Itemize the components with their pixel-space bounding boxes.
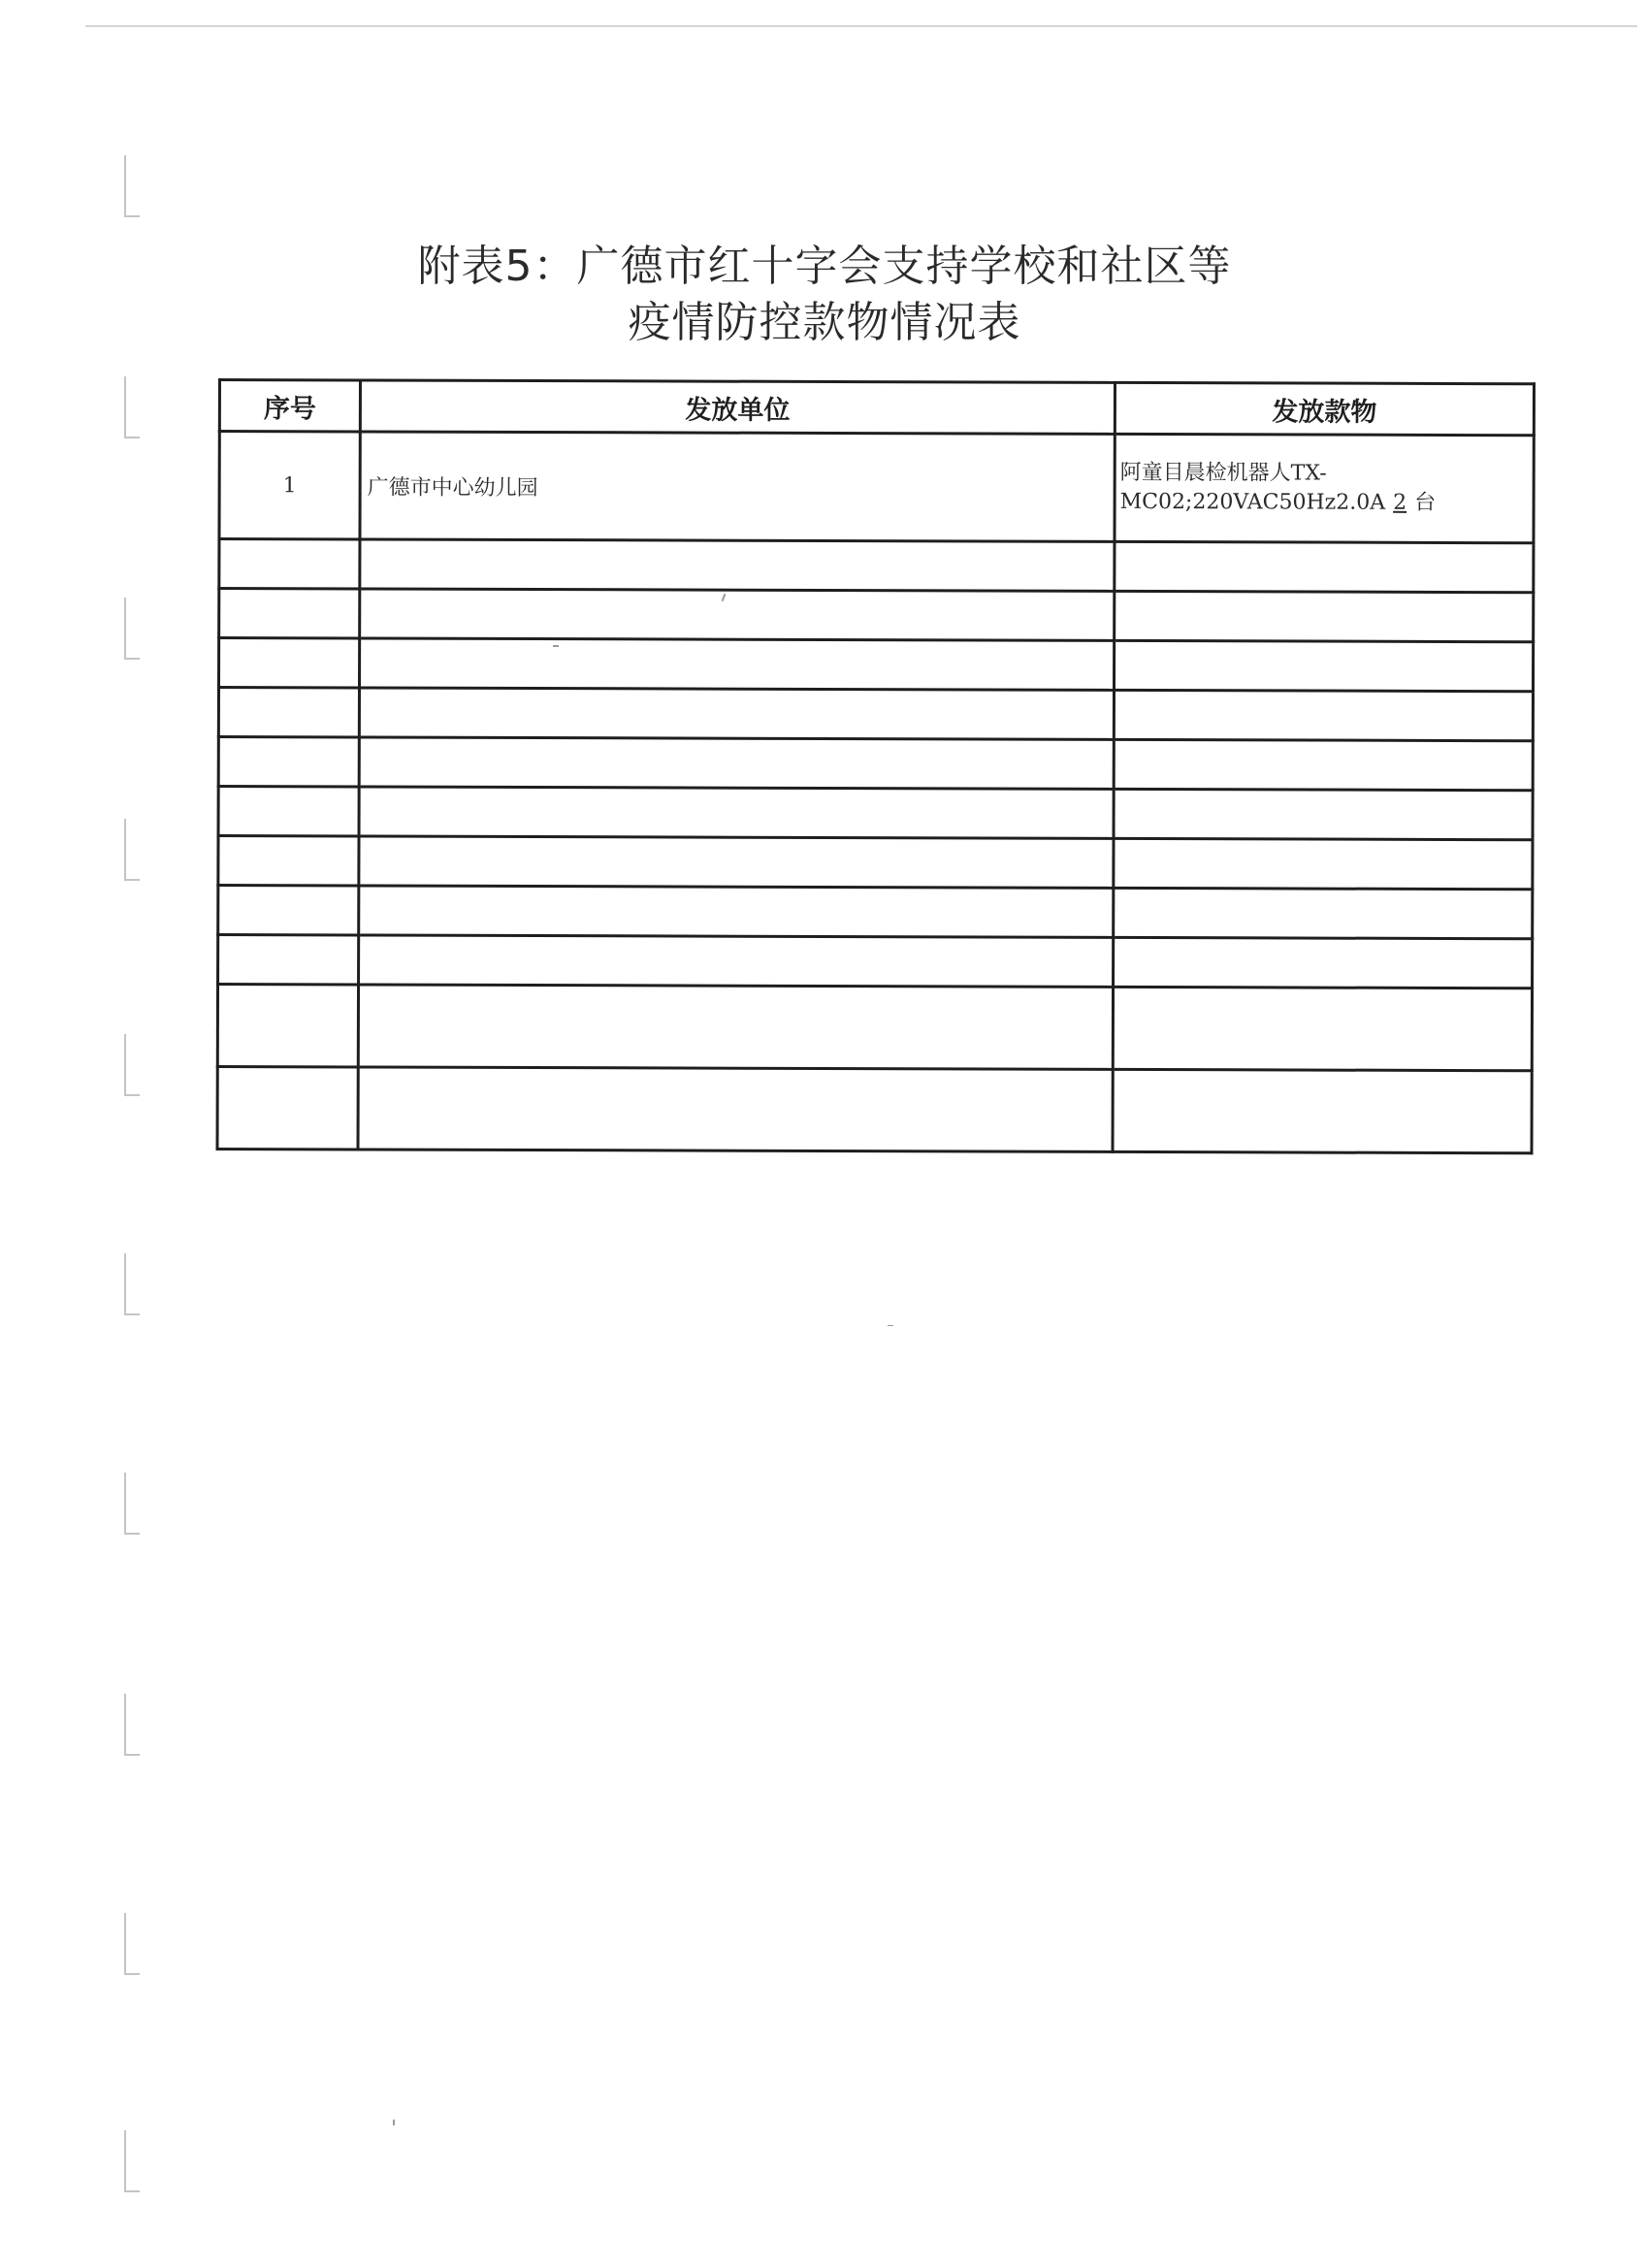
row-number	[219, 589, 360, 638]
item-spec: MC02;220VAC50Hz2.0A	[1119, 489, 1386, 515]
binding-mark	[124, 155, 140, 217]
row-items	[1114, 640, 1533, 691]
row-unit	[359, 836, 1114, 888]
table-header-row	[219, 380, 1534, 436]
row-number	[218, 935, 359, 985]
row-number	[217, 985, 358, 1067]
row-items	[1115, 434, 1534, 542]
row-unit	[358, 1067, 1113, 1151]
table-row	[218, 787, 1533, 840]
row-unit	[360, 589, 1115, 640]
document-title-line1: 附表5：广德市红十字会支持学校和社区等	[417, 242, 1232, 291]
row-unit	[359, 935, 1114, 987]
binding-mark	[124, 1694, 140, 1756]
item-line2	[1120, 488, 1533, 518]
row-items	[1115, 591, 1534, 641]
table-row	[219, 589, 1534, 642]
row-items	[1114, 789, 1533, 839]
row-unit: 广德市中心幼儿园	[360, 432, 1115, 541]
row-unit	[359, 787, 1114, 838]
row-number: 1	[219, 432, 360, 539]
binding-mark	[124, 1253, 140, 1315]
binding-mark	[124, 1913, 140, 1975]
row-number	[218, 787, 359, 836]
distribution-table	[215, 378, 1535, 1154]
table-row	[218, 737, 1533, 791]
table-row	[218, 886, 1533, 939]
binding-mark	[124, 1034, 140, 1096]
scan-speck	[553, 645, 559, 647]
row-items	[1114, 739, 1533, 790]
row-items	[1114, 838, 1533, 889]
binding-mark	[124, 376, 140, 438]
row-number	[217, 1067, 358, 1150]
table-row	[217, 985, 1532, 1071]
document-title-line2: 疫情防控款物情况表	[628, 298, 1021, 347]
header-items: 发放款物	[1115, 382, 1534, 435]
scan-speck	[888, 1325, 893, 1326]
row-items	[1114, 690, 1533, 740]
item-quantity: 2	[1393, 490, 1407, 515]
binding-mark	[124, 819, 140, 881]
table-row	[219, 432, 1534, 543]
row-items	[1113, 1069, 1532, 1152]
row-unit	[359, 688, 1114, 739]
header-no: 序号	[219, 380, 360, 432]
row-items	[1114, 937, 1533, 988]
binding-mark	[124, 1473, 140, 1535]
row-number	[218, 886, 359, 935]
binding-mark	[124, 598, 140, 660]
header-unit: 发放单位	[360, 380, 1115, 434]
scan-edge-line	[85, 25, 1637, 27]
row-unit	[359, 886, 1114, 937]
item-line1: 阿童目晨检机器人TX-	[1119, 460, 1327, 486]
table-row	[218, 935, 1533, 988]
row-number	[218, 688, 359, 737]
row-unit	[358, 985, 1113, 1069]
table-row	[219, 539, 1534, 593]
binding-mark	[124, 2130, 140, 2192]
scan-speck	[393, 2120, 395, 2125]
row-number	[218, 737, 359, 787]
row-items	[1115, 541, 1534, 592]
row-unit	[359, 737, 1114, 789]
table-row	[218, 836, 1533, 890]
row-unit	[359, 638, 1114, 690]
row-number	[218, 836, 359, 886]
row-number	[218, 638, 359, 688]
table-row	[217, 1067, 1532, 1153]
table-row	[218, 688, 1533, 741]
row-items	[1114, 888, 1533, 938]
table-row	[218, 638, 1533, 692]
item-measure-unit: 台	[1414, 490, 1437, 515]
row-items	[1113, 987, 1532, 1070]
row-unit	[360, 539, 1115, 591]
row-number	[219, 539, 360, 589]
